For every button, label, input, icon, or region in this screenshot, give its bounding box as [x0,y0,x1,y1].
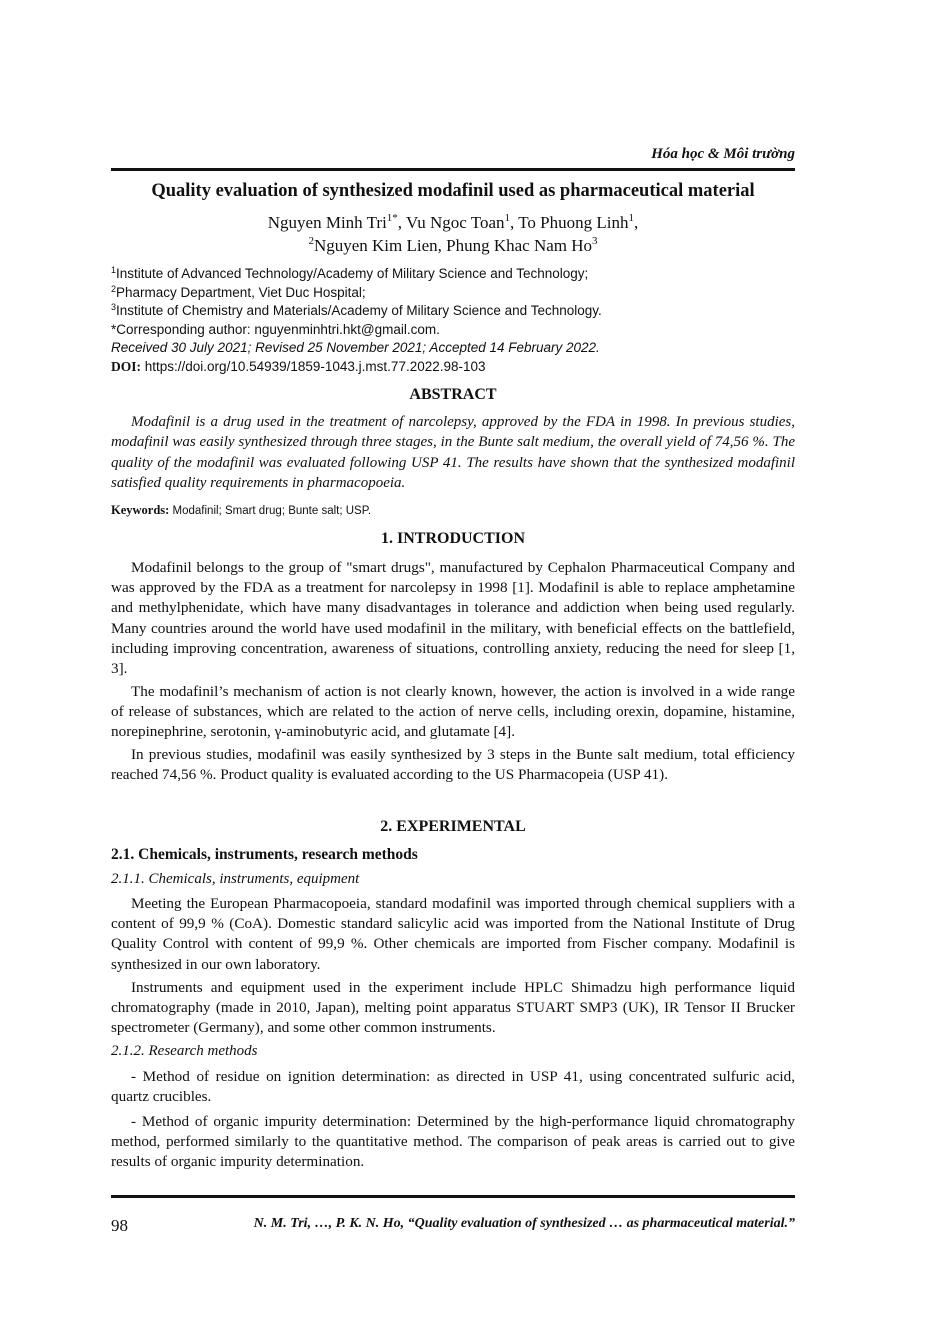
doi-link[interactable]: https://doi.org/10.54939/1859-1043.j.mst.77.2022.98-103 [144,358,486,374]
keywords [111,503,795,518]
affiliation: $^1$Institute of Advanced Technology/Academy of Military Science and Technology; [111,265,589,281]
subsubsection-heading: 2.1.1. Chemicals, instruments, equipment [111,871,360,887]
author-affil-mark: 1* [386,212,398,224]
author-name: To Phuong Linh [518,213,629,232]
author-affil-mark: 1 [504,212,511,224]
author-name: Vu Ngoc Toan [406,213,505,232]
affiliations-block [111,265,795,376]
experimental-paragraph-3: - Method of residue on ignition determination: as directed in USP 41, using concentrated sulfuric acid, quartz crucibles. [111,1068,795,1106]
experimental-paragraph-4: - Method of organic impurity determination: Determined by the high-performance liquid chromatography method, performed similarly to the quantitative method. The comparison of peak areas is carried out to give results of organic impurity determination. [111,1113,795,1171]
section-heading-introduction: 1. INTRODUCTION [380,530,525,547]
abstract-heading: ABSTRACT [409,386,497,403]
running-head: Hóa học & Môi trường [651,146,795,162]
page-number: 98 [111,1216,128,1235]
doi-line [111,358,795,377]
affiliation: $^3$Institute of Chemistry and Materials/Academy of Military Science and Technology. [111,302,602,318]
footer-citation: N. M. Tri, …, P. K. N. Ho, “Quality evaluation of synthesized … as pharmaceutical material.” [253,1216,795,1231]
experimental-paragraph-1: Meeting the European Pharmacopoeia, standard modafinil was imported through chemical suppliers with a content of 99,9 % (CoA). Domestic standard salicylic acid was imported from the National Institute of Drug Quality Control with content of 99,9 %. Other chemicals are imported from Fischer company. Modafinil is synthesized in our own laboratory. [111,895,795,973]
received-dates: Received 30 July 2021; Revised 25 November 2021; Accepted 14 February 2022. [111,340,600,355]
header-rule [111,168,795,171]
author-affil-mark: 1 [628,212,634,224]
intro-paragraph-1: Modafinil belongs to the group of "smart drugs", manufactured by Cephalon Pharmaceutical Company and was approved by the FDA as a treatment for narcolepsy in 1998 [1]. Modafinil is able to replace amphetamine and methylphenidate, which have many disadvantages in tolerance and addiction when being used regularly. Many countries around the world have used modafinil in the military, with beneficial effects on the battlefield, including improving concentration, awareness of situations, controlling anxiety, reducing the need for sleep [1, 3]. [111,559,795,678]
affiliation: $^2$Pharmacy Department, Viet Duc Hospital; [111,283,366,300]
author-line-1: Nguyen Minh Tri$^{1*}$, Vu Ngoc Toan$^1$, To Phuong Linh$^1$, [267,212,639,232]
author-list [111,211,795,257]
author-affil-mark: 3 [592,235,598,247]
subsubsection-heading: 2.1.2. Research methods [111,1043,258,1059]
keywords-text: Modafinil; Smart drug; Bunte salt; USP. [172,505,372,517]
author-line-2: $^2$Nguyen Kim Lien, Phung Khac Nam Ho$^3$ [308,235,598,255]
intro-paragraph-3: In previous studies, modafinil was easily synthesized by 3 steps in the Bunte salt medium, total efficiency reached 74,56 %. Product quality is evaluated according to the US Pharmacopeia (USP 41). [111,746,795,784]
corresponding-author: *Corresponding author: nguyenminhtri.hkt@gmail.com. [111,321,440,337]
keywords-label: Keywords: [111,503,170,517]
doi-label: DOI: [111,358,141,374]
footer-rule [111,1195,795,1198]
intro-paragraph-2: The modafinil’s mechanism of action is not clearly known, however, the action is involved in a wide range of release of substances, which are related to the action of nerve cells, including orexin, dopamine, histamine, norepinephrine, serotonin, γ-aminobutyric acid, and glutamate [4]. [111,683,795,741]
author-name: Nguyen Kim Lien [313,236,438,255]
paper-page [111,0,795,1333]
experimental-paragraph-2: Instruments and equipment used in the experiment include HPLC Shimadzu high performance liquid chromatography (made in 2010, Japan), melting point apparatus STUART SMP3 (UK), IR Tensor II Brucker spectrometer (Germany), and some other common instruments. [111,979,795,1037]
author-affil-mark: 2 [308,235,314,247]
section-heading-experimental: 2. EXPERIMENTAL [380,818,526,835]
subsection-heading: 2.1. Chemicals, instruments, research methods [111,846,418,863]
author-name: Nguyen Minh Tri [267,213,387,232]
author-name: Phung Khac Nam Ho [446,236,593,255]
abstract-text: Modafinil is a drug used in the treatment of narcolepsy, approved by the FDA in 1998. In previous studies, modafinil was easily synthesized through three stages, in the Bunte salt medium, the overall yield of 74,56 %. The quality of the modafinil was evaluated following USP 41. The results have shown that the synthesized modafinil satisfied quality requirements in pharmacopoeia. [111,414,795,491]
paper-title: Quality evaluation of synthesized modafinil used as pharmaceutical material [151,181,755,201]
